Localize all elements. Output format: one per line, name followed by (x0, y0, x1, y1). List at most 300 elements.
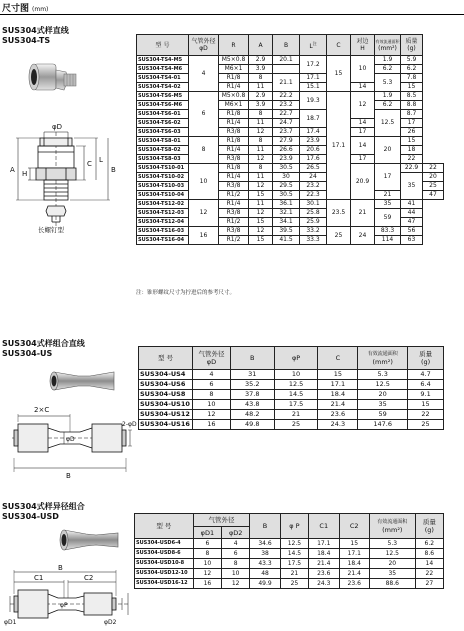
table-cell: 5.3 (375, 74, 401, 92)
table-cell: 30.5 (273, 191, 300, 200)
col-mass: 质量 (g) (401, 35, 423, 56)
table-cell: 23.2 (300, 182, 327, 191)
table-cell: R3/8 (219, 128, 249, 137)
table-cell: 8 (222, 559, 250, 569)
col-p: φ P (280, 514, 308, 539)
dim-B: B (66, 472, 71, 480)
table-cell: 35 (369, 569, 415, 579)
table-cell: 114 (375, 236, 401, 245)
table-row (139, 380, 444, 390)
table-row (137, 92, 444, 101)
col-b: B (230, 347, 274, 370)
table-cell: 4 (192, 370, 230, 380)
model-cell: SUS304-USD8-6 (135, 549, 194, 559)
table-cell: 6.2 (401, 65, 423, 74)
table-cell: 23.9 (273, 155, 300, 164)
table-cell: 2.9 (249, 56, 273, 65)
table-row (139, 410, 444, 420)
ts-sublabel: 长螺钉型 (38, 226, 64, 234)
table-cell: R3/8 (219, 182, 249, 191)
table-cell: 35 (358, 400, 408, 410)
page-header (0, 0, 464, 15)
table-cell: 14 (351, 119, 375, 128)
table-cell: 20.9 (351, 164, 375, 200)
model-cell: SUS304-TS10-04 (137, 191, 189, 200)
table-cell: 5.3 (358, 370, 408, 380)
table-cell: 17.4 (300, 128, 327, 137)
table-cell: 4.7 (408, 370, 444, 380)
table-cell: 12 (249, 182, 273, 191)
table-cell: 26 (401, 128, 423, 137)
table-cell: 17 (351, 128, 375, 137)
model-cell: SUS304-TS12-03 (137, 209, 189, 218)
table-cell: R1/8 (219, 164, 249, 173)
table-cell: 25 (280, 579, 308, 589)
table-cell: 12 (193, 569, 221, 579)
table-cell: R3/8 (219, 209, 249, 218)
table-cell: 59 (375, 209, 401, 227)
col-area: 有效流通面积 (mm²) (375, 35, 401, 56)
table-cell: 17.5 (280, 559, 308, 569)
table-cell: R1/8 (219, 110, 249, 119)
col-p: φP (274, 347, 318, 370)
table-row (137, 137, 444, 146)
table-cell: 17.1 (309, 539, 339, 549)
table-cell: 21.1 (273, 74, 300, 92)
table-cell: 24.7 (273, 119, 300, 128)
table-cell: 15 (339, 539, 369, 549)
table-cell: 15 (249, 236, 273, 245)
table-cell: 23.6 (339, 579, 369, 589)
table-cell: 7.8 (401, 74, 423, 83)
col-r: R (219, 35, 249, 56)
model-cell: SUS304-US4 (139, 370, 193, 380)
model-cell: SUS304-TS10-01 (137, 164, 189, 173)
table-cell: 33.2 (300, 227, 327, 236)
us-dimension-drawing (4, 400, 137, 488)
table-row (139, 400, 444, 410)
table-cell: 35 (401, 173, 423, 200)
table-row (135, 569, 444, 579)
dim-H: H (22, 170, 28, 178)
ts-title-cn: SUS304式样直线 (2, 26, 69, 35)
table-cell: 21 (351, 200, 375, 227)
table-cell: 38 (250, 549, 280, 559)
table-row (137, 101, 444, 110)
table-row (137, 56, 444, 65)
table-cell: 20.6 (300, 146, 327, 155)
table-cell: 11 (249, 200, 273, 209)
table-cell: 56 (401, 227, 423, 236)
table-row (137, 110, 444, 119)
table-cell (273, 65, 300, 74)
dim-phiD2: φD2 (104, 619, 117, 626)
table-cell: 6 (192, 380, 230, 390)
table-cell: 12.5 (274, 380, 318, 390)
table-cell: 23.7 (273, 128, 300, 137)
ts-title (2, 26, 69, 46)
dim-A: A (10, 166, 15, 174)
table-cell: 18 (401, 146, 423, 155)
table-cell: 44 (401, 209, 423, 218)
model-cell: SUS304-US16 (139, 420, 193, 430)
model-cell: SUS304-US8 (139, 390, 193, 400)
table-cell: R1/8 (219, 74, 249, 83)
table-cell: 36.1 (273, 200, 300, 209)
table-cell: 22 (415, 569, 443, 579)
table-cell: M5×0.8 (219, 56, 249, 65)
table-cell: 17.5 (274, 400, 318, 410)
table-cell: 25 (408, 420, 444, 430)
table-cell: 23.5 (327, 200, 351, 227)
table-cell: 23.6 (318, 410, 358, 420)
model-cell: SUS304-TS6-01 (137, 110, 189, 119)
table-row (137, 65, 444, 74)
unit-label: (mm) (32, 6, 49, 13)
usd-title-en: SUS304-USD (2, 512, 59, 521)
dim-B: B (58, 564, 63, 572)
table-cell: 10 (222, 569, 250, 579)
table-cell: 47 (423, 191, 444, 200)
us-title-en: SUS304-US (2, 349, 53, 358)
ts-title-en: SUS304-TS (2, 36, 51, 45)
table-cell: 22.7 (273, 110, 300, 119)
table-row (137, 164, 444, 173)
table-cell: 15 (318, 370, 358, 380)
table-cell: 47 (401, 218, 423, 227)
table-cell: 17.6 (300, 155, 327, 164)
col-a: A (249, 35, 273, 56)
dim-B: B (111, 166, 116, 174)
table-cell: M5×0.8 (219, 92, 249, 101)
table-cell: 9.1 (408, 390, 444, 400)
model-cell: SUS304-TS16-03 (137, 227, 189, 236)
table-cell: 21 (375, 191, 401, 200)
table-cell: 19.3 (300, 92, 327, 110)
col-od: 气管外径 (193, 514, 250, 527)
table-cell: 24.3 (309, 579, 339, 589)
model-cell: SUS304-TS8-03 (137, 155, 189, 164)
model-cell: SUS304-TS4-M5 (137, 56, 189, 65)
table-cell: 23.6 (309, 569, 339, 579)
col-mass: 质量 (g) (415, 514, 443, 539)
ts-dimension-drawing (4, 118, 132, 238)
model-cell: SUS304-TS6-M6 (137, 101, 189, 110)
table-cell: 22.9 (401, 164, 423, 173)
table-cell: 8.8 (401, 101, 423, 110)
table-cell: 41.5 (273, 236, 300, 245)
table-cell: 35 (375, 200, 401, 209)
col-d2: φD2 (222, 527, 250, 539)
table-cell: 17.2 (300, 56, 327, 74)
model-cell: SUS304-TS4-02 (137, 83, 189, 92)
dim-phiP: φP (60, 602, 68, 609)
table-cell: 22 (423, 164, 444, 173)
table-cell: 6.2 (375, 101, 401, 110)
table-cell: 18.4 (318, 390, 358, 400)
table-cell: 41 (401, 200, 423, 209)
model-cell: SUS304-TS4-M6 (137, 65, 189, 74)
dim-2C: 2×C (34, 406, 50, 414)
table-cell: 30.1 (300, 200, 327, 209)
table-cell: 88.6 (369, 579, 415, 589)
table-cell: 15 (408, 400, 444, 410)
model-cell: SUS304-TS10-02 (137, 173, 189, 182)
table-cell: 15 (249, 191, 273, 200)
ts-product-photo (20, 58, 80, 110)
table-cell: 8 (249, 137, 273, 146)
table-cell: 20 (358, 390, 408, 400)
table-cell: 14 (351, 137, 375, 155)
table-cell: 16 (192, 420, 230, 430)
col-b: B (250, 514, 280, 539)
dim-C1: C1 (34, 574, 44, 582)
table-cell: 16 (189, 227, 219, 245)
table-cell: 15 (401, 83, 423, 92)
table-cell: 14.5 (280, 549, 308, 559)
table-cell: 14.5 (274, 390, 318, 400)
table-cell: 25 (423, 182, 444, 191)
table-cell: 10 (274, 370, 318, 380)
table-cell: 22 (408, 410, 444, 420)
table-cell: 4 (222, 539, 250, 549)
table-cell: 1.9 (375, 92, 401, 101)
model-cell: SUS304-TS6-03 (137, 128, 189, 137)
table-cell: R1/4 (219, 200, 249, 209)
table-cell: 11 (249, 146, 273, 155)
col-od: 气管外径 φD (192, 347, 230, 370)
table-cell: 30.5 (273, 164, 300, 173)
table-cell: 21 (274, 410, 318, 420)
table-cell: 21 (280, 569, 308, 579)
table-cell: 26.6 (273, 146, 300, 155)
table-row (139, 370, 444, 380)
table-cell: 22 (401, 155, 423, 164)
table-cell: 17 (375, 164, 401, 191)
table-cell: 21.4 (339, 569, 369, 579)
table-cell: 3.9 (249, 65, 273, 74)
table-cell: 12 (249, 155, 273, 164)
table-cell: 17.1 (318, 380, 358, 390)
table-cell: 25 (274, 420, 318, 430)
usd-title (2, 502, 85, 522)
table-cell: 23.9 (300, 137, 327, 146)
table-cell: 18.4 (339, 559, 369, 569)
table-cell: 24.3 (318, 420, 358, 430)
dim-C2: C2 (84, 574, 94, 582)
table-cell: 31 (230, 370, 274, 380)
table-row (135, 539, 444, 549)
table-cell: 12.5 (369, 549, 415, 559)
model-cell: SUS304-TS8-01 (137, 137, 189, 146)
table-cell: 12 (249, 209, 273, 218)
table-cell: 17.1 (339, 549, 369, 559)
table-cell: 25.9 (300, 218, 327, 227)
model-cell: SUS304-USD10-8 (135, 559, 194, 569)
table-cell: 14 (415, 559, 443, 569)
table-row (135, 549, 444, 559)
usd-product-photo (56, 526, 126, 554)
col-area: 有效流通面积 (mm²) (369, 514, 415, 539)
table-cell: 12.5 (375, 110, 401, 137)
table-cell: 59 (358, 410, 408, 420)
table-cell: 3.9 (249, 101, 273, 110)
table-cell: 20.1 (273, 56, 300, 65)
dim-phiD: φD (66, 436, 75, 443)
model-cell: SUS304-USD12-10 (135, 569, 194, 579)
table-cell: 17.1 (300, 74, 327, 83)
table-cell: 10 (351, 56, 375, 83)
table-cell: 34.1 (273, 218, 300, 227)
table-cell: 8.6 (415, 549, 443, 559)
table-cell: 18.4 (309, 549, 339, 559)
table-cell: 24 (351, 227, 375, 245)
ts-spec-table (136, 34, 444, 245)
table-cell: R1/4 (219, 119, 249, 128)
table-cell: 8 (249, 110, 273, 119)
table-cell: 20 (375, 137, 401, 164)
table-cell: 6.2 (415, 539, 443, 549)
table-cell: 37.8 (230, 390, 274, 400)
table-cell: 25.8 (300, 209, 327, 218)
table-cell: 8 (193, 549, 221, 559)
table-cell: 48 (250, 569, 280, 579)
table-row (137, 227, 444, 236)
table-cell: 14 (351, 83, 375, 92)
table-cell: 30 (273, 173, 300, 182)
table-cell: 12 (189, 200, 219, 227)
dim-2-phiD: 2-φD (122, 421, 137, 428)
table-cell: 18.7 (300, 110, 327, 128)
table-cell: 22.3 (300, 191, 327, 200)
table-cell: 8 (249, 164, 273, 173)
table-cell: 11 (249, 173, 273, 182)
table-cell: 35.2 (230, 380, 274, 390)
table-cell: 83.3 (375, 227, 401, 236)
col-b: B (273, 35, 300, 56)
table-cell: 10 (192, 400, 230, 410)
table-row (137, 209, 444, 218)
us-spec-table (138, 346, 444, 430)
table-row (137, 200, 444, 209)
table-cell: 8 (249, 74, 273, 83)
table-row (135, 559, 444, 569)
table-row (135, 579, 444, 589)
table-cell: 15 (327, 56, 351, 92)
table-cell: 5.9 (401, 56, 423, 65)
table-cell: R1/4 (219, 146, 249, 155)
usd-title-cn: SUS304式样异径组合 (2, 502, 85, 511)
table-cell: 32.1 (273, 209, 300, 218)
col-model: 型 号 (139, 347, 193, 370)
us-product-photo (44, 366, 124, 396)
us-title (2, 339, 85, 359)
model-cell: SUS304-US10 (139, 400, 193, 410)
table-cell: 12 (192, 410, 230, 420)
table-cell: 15.1 (300, 83, 327, 92)
table-cell: 8 (189, 137, 219, 164)
col-c: C (318, 347, 358, 370)
table-cell: 11 (249, 83, 273, 92)
table-cell: R3/8 (219, 227, 249, 236)
table-cell: 23.2 (273, 101, 300, 110)
table-cell: R1/2 (219, 191, 249, 200)
model-cell: SUS304-US12 (139, 410, 193, 420)
model-cell: SUS304-TS12-04 (137, 218, 189, 227)
table-cell: 17 (401, 119, 423, 128)
col-mass: 质量 (g) (408, 347, 444, 370)
table-row (137, 74, 444, 83)
col-c: C (327, 35, 351, 56)
col-c2: C2 (339, 514, 369, 539)
table-cell: 2.9 (249, 92, 273, 101)
table-cell: 12 (351, 92, 375, 119)
col-hex: 对边 H (351, 35, 375, 56)
table-cell: 21.4 (318, 400, 358, 410)
table-cell: 6.2 (375, 65, 401, 74)
table-cell: 43.8 (230, 400, 274, 410)
table-cell: R1/4 (219, 173, 249, 182)
table-row (139, 390, 444, 400)
col-d1: φD1 (193, 527, 221, 539)
dim-L: L (99, 156, 103, 164)
model-cell: SUS304-USD16-12 (135, 579, 194, 589)
table-cell: R3/8 (219, 155, 249, 164)
table-cell: 16 (193, 579, 221, 589)
table-cell: 15 (249, 218, 273, 227)
table-cell: 12.5 (280, 539, 308, 549)
model-cell: SUS304-TS6-M5 (137, 92, 189, 101)
table-cell: 6 (193, 539, 221, 549)
col-model: 型 号 (135, 514, 194, 539)
table-cell: 6.4 (408, 380, 444, 390)
model-cell: SUS304-TS4-01 (137, 74, 189, 83)
table-cell: 17 (351, 155, 375, 164)
table-cell: R1/8 (219, 137, 249, 146)
table-cell: 5.3 (369, 539, 415, 549)
table-cell: 33.3 (300, 236, 327, 245)
table-cell: 147.6 (358, 420, 408, 430)
table-cell: R1/4 (219, 83, 249, 92)
usd-spec-table (134, 513, 444, 589)
table-cell: M6×1 (219, 101, 249, 110)
table-cell: 43.3 (250, 559, 280, 569)
table-cell: 25 (327, 227, 351, 245)
table-cell: 10 (189, 164, 219, 200)
model-cell: SUS304-TS8-02 (137, 146, 189, 155)
model-cell: SUS304-US6 (139, 380, 193, 390)
dim-C: C (87, 160, 92, 168)
dim-phiD1: φD1 (4, 619, 17, 626)
table-cell: 48.2 (230, 410, 274, 420)
table-cell: 15 (401, 137, 423, 146)
table-cell: 21.4 (309, 559, 339, 569)
table-cell: M6×1 (219, 65, 249, 74)
table-cell: 6 (222, 549, 250, 559)
table-cell: 12 (249, 128, 273, 137)
table-cell: 11 (249, 119, 273, 128)
table-cell: R1/2 (219, 218, 249, 227)
table-cell: 1.9 (375, 56, 401, 65)
table-row (137, 191, 444, 200)
table-cell: 29.5 (273, 182, 300, 191)
model-cell: SUS304-USD6-4 (135, 539, 194, 549)
table-cell: 20 (423, 173, 444, 182)
table-cell: 63 (401, 236, 423, 245)
table-cell: 12 (249, 227, 273, 236)
table-cell: 26.5 (300, 164, 327, 173)
table-cell: 20 (369, 559, 415, 569)
